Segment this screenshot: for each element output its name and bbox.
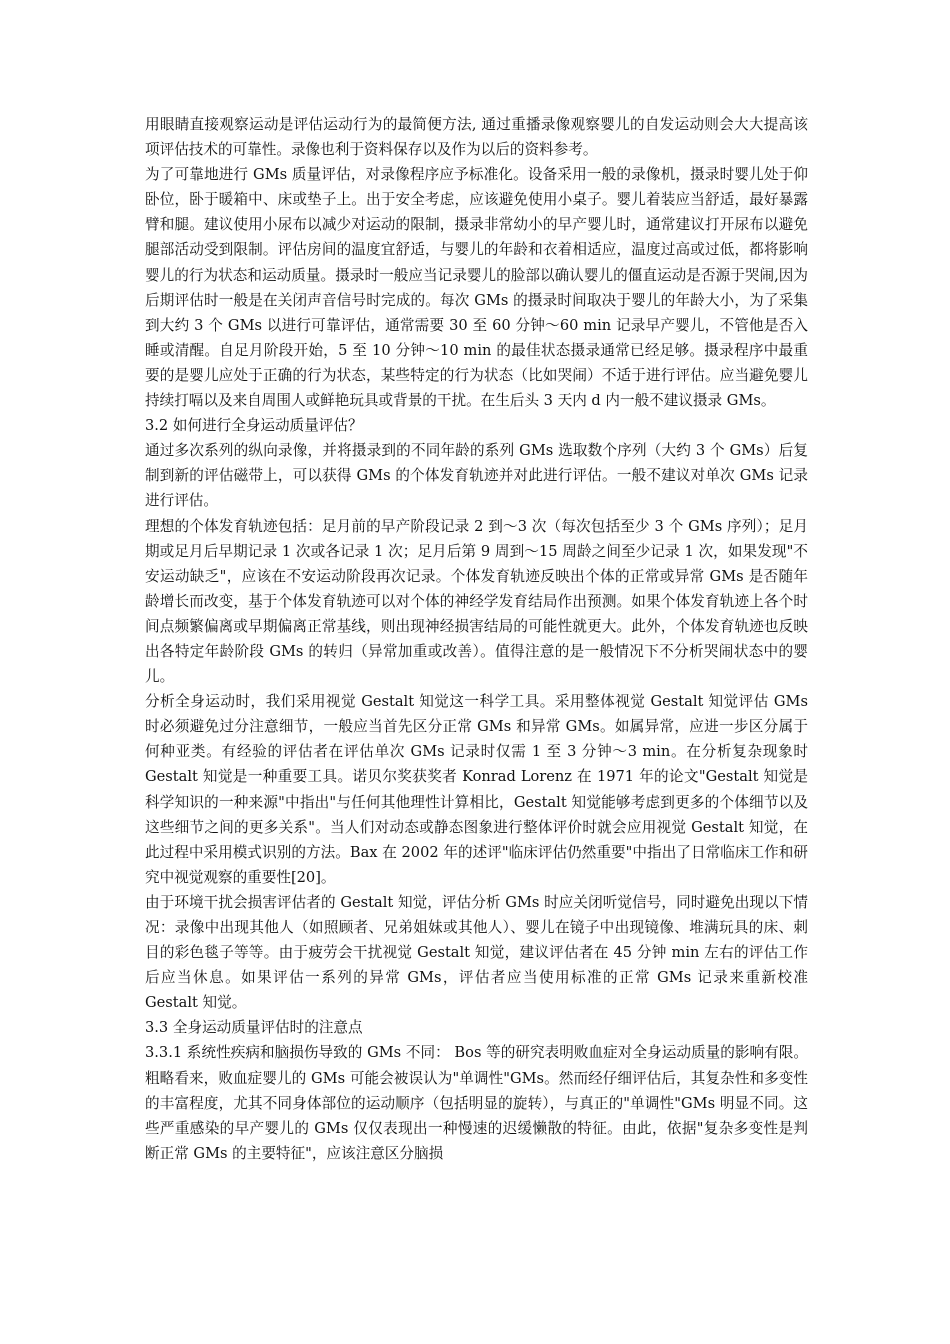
section-heading-3-3: 3.3 全身运动质量评估时的注意点 [145,1019,363,1037]
section-heading-3-2: 3.2 如何进行全身运动质量评估？ [145,417,363,435]
paragraph-recording-procedure: 为了可靠地进行 GMs 质量评估，对录像程序应予标准化。设备采用一般的录像机，摄录时婴儿处于仰卧位，卧于暖箱中、床或垫子上。出于安全考虑，应该避免使用小桌子。婴儿着装应当舒适，最好暴露臂和腿。建议使用小尿布以减少对运动的限制，摄录非常幼小的早产婴儿时，通常建议打开尿布以避免腿部活动受到限制。评估房间的温度宜舒适，与婴儿的年龄和衣着相适应，温度过高或过低，都将影响婴儿的行为状态和运动质量。摄录时一般应当记录婴儿的脸部以确认婴儿的僵直运动是否源于哭闹,因为后期评估时一般是在关闭声音信号时完成的。每次 GMs 的摄录时间取决于婴儿的年龄大小，为了采集到大约 3 个 GMs 以进行可靠评估，通常需要 30 至 60 分钟～60 min 记录早产婴儿，不管他是否入睡或清醒。自足月阶段开始，5 至 10 分钟～10 min 的最佳状态摄录通常已经足够。摄录程序中最重要的是婴儿应处于正确的行为状态，某些特定的行为状态（比如哭闹）不适于进行评估。应当避免婴儿持续打嗝以及来自周围人或鲜艳玩具或背景的干扰。在生后头 3 天内 d 内一般不建议摄录 GMs。 [145,166,808,410]
paragraph-video-observation: 用眼睛直接观察运动是评估运动行为的最简便方法, 通过重播录像观察婴儿的自发运动则会大大提高该项评估技术的可靠性。录像也利于资料保存以及作为以后的资料参考。 [145,116,808,159]
paragraph-developmental-trajectory: 理想的个体发育轨迹包括：足月前的早产阶段记录 2 到～3 次（每次包括至少 3 个 GMs 序列）；足月期或足月后早期记录 1 次或各记录 1 次；足月后第 9 周到～15 周龄之间至少记录 1 次，如果发现"不安运动缺乏"，应该在不安运动阶段再次记录。个体发育轨迹反映出个体的正常或异常 GMs 是否随年龄增长而改变，基于个体发育轨迹可以对个体的神经学发育结局作出预测。如果个体发育轨迹上各个时间点频繁偏离或早期偏离正常基线，则出现神经损害结局的可能性就更大。此外，个体发育轨迹也反映出各特定年龄阶段 GMs 的转归（异常加重或改善）。值得注意的是一般情况下不分析哭闹状态中的婴儿。 [145,517,808,686]
document-page [145,112,808,1166]
paragraph-longitudinal-recording: 通过多次系列的纵向录像，并将摄录到的不同年龄的系列 GMs 选取数个序列（大约 3 个 GMs）后复制到新的评估磁带上，可以获得 GMs 的个体发育轨迹并对此进行评估。一般不建议对单次 GMs 记录进行评估。 [145,442,808,510]
paragraph-gestalt-perception: 分析全身运动时，我们采用视觉 Gestalt 知觉这一科学工具。采用整体视觉 Gestalt 知觉评估 GMs 时必须避免过分注意细节，一般应当首先区分正常 GMs 和异常 GMs。如属异常，应进一步区分属于何种亚类。有经验的评估者在评估单次 GMs 记录时仅需 1 至 3 分钟～3 min。在分析复杂现象时 Gestalt 知觉是一种重要工具。诺贝尔奖获奖者 Konrad Lorenz 在 1971 年的论文"Gestalt 知觉是科学知识的一种来源"中指出"与任何其他理性计算相比，Gestalt 知觉能够考虑到更多的个体细节以及这些细节之间的更多关系"。当人们对动态或静态图象进行整体评价时就会应用视觉 Gestalt 知觉，在此过程中采用模式识别的方法。Bax 在 2002 年的述评"临床评估仍然重要"中指出了日常临床工作和研究中视觉观察的重要性[20]。 [145,693,809,886]
paragraph-systemic-disease: 3.3.1 系统性疾病和脑损伤导致的 GMs 不同： Bos 等的研究表明败血症对全身运动质量的影响有限。粗略看来，败血症婴儿的 GMs 可能会被误认为"单调性"GMs。然而经仔细评估后，其复杂性和多变性的丰富程度，尤其不同身体部位的运动顺序（包括明显的旋转），与真正的"单调性"GMs 明显不同。这些严重感染的早产婴儿的 GMs 仅仅表现出一种慢速的迟缓懒散的特征。由此，依据"复杂多变性是判断正常 GMs 的主要特征"，应该注意区分脑损 [145,1044,808,1162]
paragraph-environmental-interference: 由于环境干扰会损害评估者的 Gestalt 知觉，评估分析 GMs 时应关闭听觉信号，同时避免出现以下情况：录像中出现其他人（如照顾者、兄弟姐妹或其他人）、婴儿在镜子中出现镜像、堆满玩具的床、刺目的彩色毯子等等。由于疲劳会干扰视觉 Gestalt 知觉，建议评估者在 45 分钟 min 左右的评估工作后应当休息。如果评估一系列的异常 GMs，评估者应当使用标准的正常 GMs 记录来重新校准 Gestalt 知觉。 [145,893,808,1012]
